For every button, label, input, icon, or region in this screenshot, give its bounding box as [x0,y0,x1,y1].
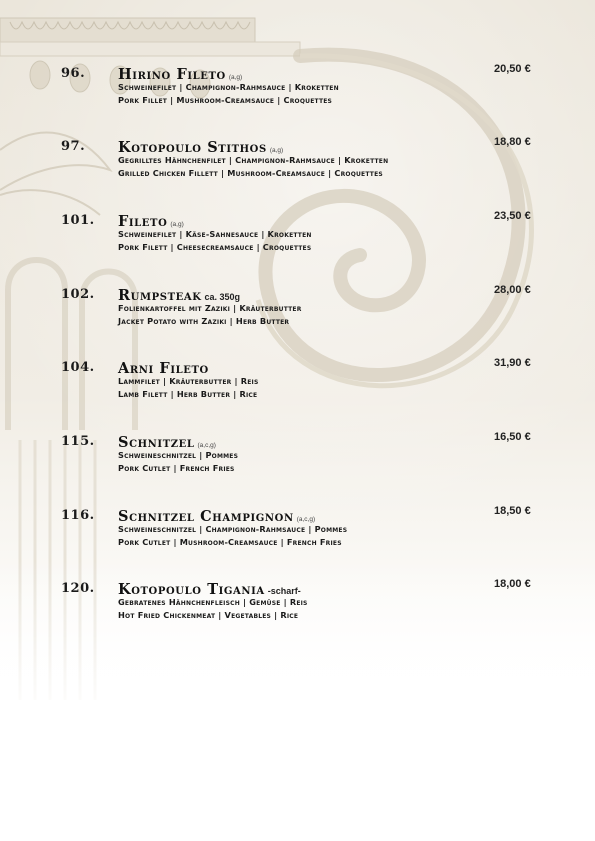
item-name: Kotopoulo Tigania [118,581,265,598]
item-allergens: (a,g) [269,147,284,154]
item-name: Kotopoulo Stithos [118,139,267,156]
item-name-line [118,137,283,156]
item-description-en: Grilled Chicken Fillett | Mushroom-Creamsauce | Croquettes [118,168,383,178]
item-spicy-note: -scharf- [267,586,301,596]
item-name-line [118,64,242,83]
item-description-en: Lamb Filett | Herb Butter | Rice [118,389,258,399]
menu-item [0,357,595,430]
item-price: 18,80 € [494,136,531,148]
item-price: 31,90 € [494,357,531,369]
item-number: 116. [61,508,95,523]
menu-item [0,431,595,504]
item-name-line [118,358,209,377]
item-description-en: Jacket Potato with Zaziki | Herb Butter [118,316,290,326]
item-name-line [118,579,301,598]
item-number: 96. [61,66,86,81]
item-number: 97. [61,139,86,154]
item-price: 16,50 € [494,431,531,443]
item-name-line [118,506,315,525]
item-price: 23,50 € [494,210,531,222]
item-description-de: Schweineschnitzel | Champignon-Rahmsauce | Pommes [118,524,348,534]
item-price: 18,50 € [494,505,531,517]
menu-item [0,284,595,357]
item-number: 102. [61,287,95,302]
menu-item [0,63,595,136]
item-weight: ca. 350g [204,292,241,302]
item-description-de: Lammfilet | Kräuterbutter | Reis [118,376,259,386]
item-price: 18,00 € [494,578,531,590]
item-allergens: (a,c,g) [197,442,216,449]
item-name: Hirino Fileto [118,66,226,83]
item-description-de: Gegrilltes Hähnchenfilet | Champignon-Rahmsauce | Kroketten [118,155,389,165]
item-description-en: Pork Cutlet | Mushroom-Creamsauce | French Fries [118,537,342,547]
item-name-line [118,285,240,304]
item-name: Fileto [118,213,168,230]
item-number: 101. [61,213,95,228]
item-description-en: Hot Fried Chickenmeat | Vegetables | Rice [118,610,299,620]
menu-item [0,578,595,651]
item-allergens: (a,c,g) [296,516,316,523]
item-number: 115. [61,434,95,449]
item-number: 120. [61,581,95,596]
item-allergens: (a,g) [170,221,184,228]
item-number: 104. [61,360,95,375]
item-description-en: Pork Cutlet | French Fries [118,463,235,473]
menu-item [0,210,595,283]
item-name-line [118,432,216,451]
item-description-de: Folienkartoffel mit Zaziki | Kräuterbutter [118,303,302,313]
item-name-line [118,211,184,230]
item-name: Schnitzel Champignon [118,508,294,525]
item-description-de: Schweinefilet | Käse-Sahnesauce | Kroketten [118,229,312,239]
item-name: Arni Fileto [118,360,209,377]
item-description-de: Schweinefilet | Champignon-Rahmsauce | Kroketten [118,82,339,92]
menu-item [0,505,595,578]
item-name: Rumpsteak [118,287,202,304]
item-description-en: Pork Filett | Cheesecreamsauce | Croquettes [118,242,312,252]
item-allergens: (a,g) [228,74,243,81]
item-description-de: Gebratenes Hähnchenfleisch | Gemüse | Reis [118,597,308,607]
item-price: 20,50 € [494,63,531,75]
item-description-de: Schweineschnitzel | Pommes [118,450,239,460]
item-price: 28,00 € [494,284,531,296]
menu-item [0,136,595,209]
item-description-en: Pork Fillet | Mushroom-Creamsauce | Croquettes [118,95,333,105]
item-name: Schnitzel [118,434,195,451]
